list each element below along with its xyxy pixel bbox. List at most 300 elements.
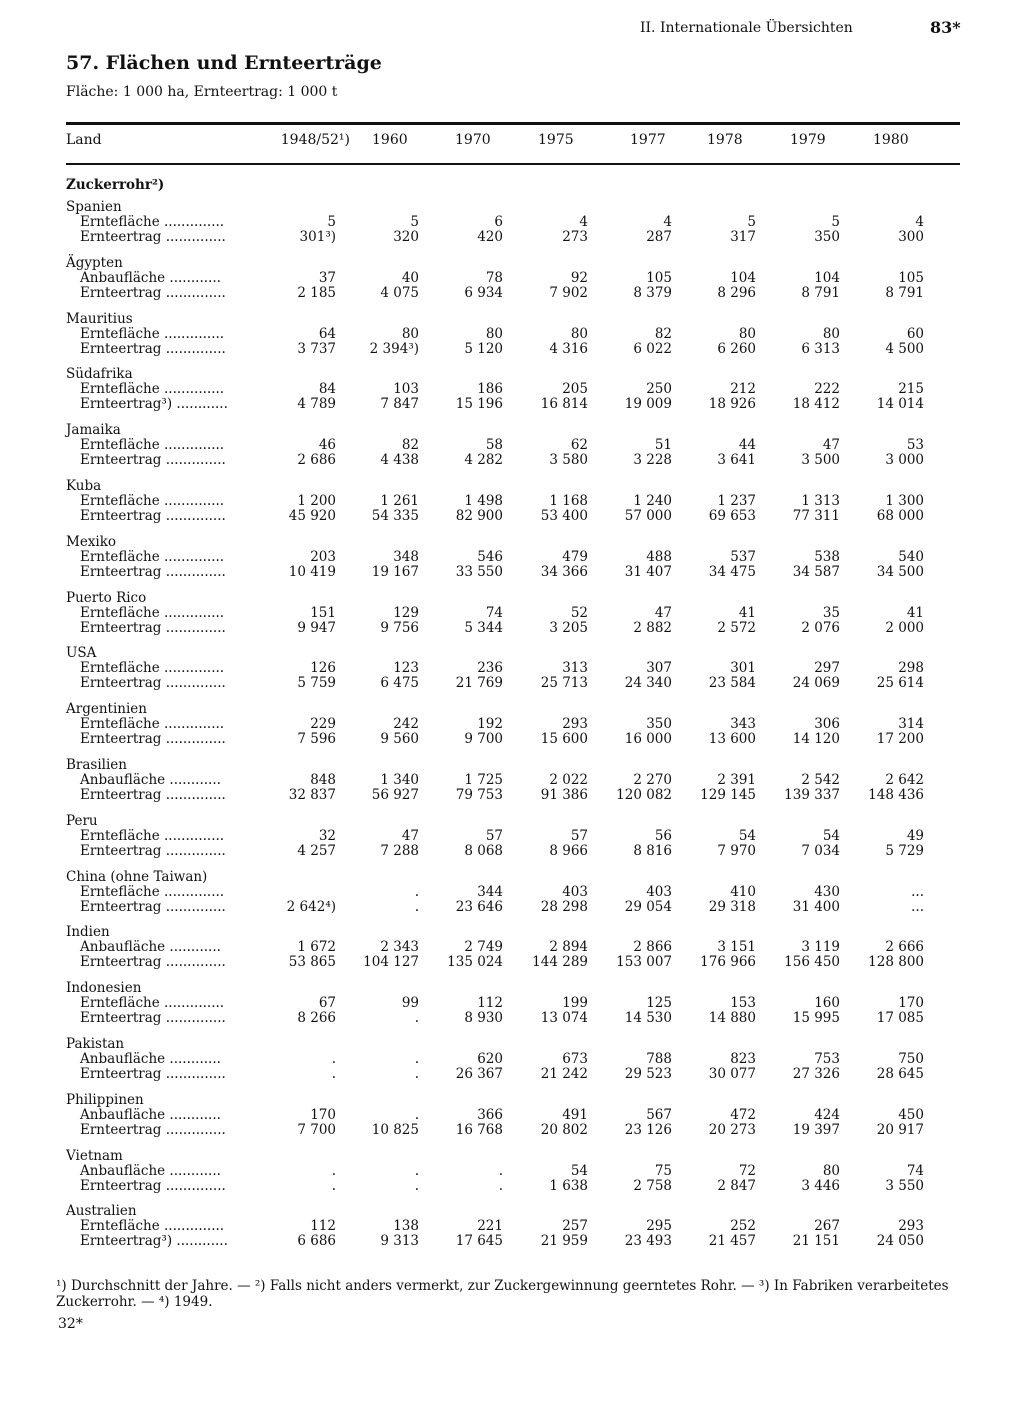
table-cell: 4 257 bbox=[297, 842, 336, 859]
table-cell: 2 343 bbox=[380, 939, 419, 956]
table-cell: 27 326 bbox=[792, 1066, 840, 1082]
table-cell: 546 bbox=[477, 548, 503, 565]
table-cell: 620 bbox=[477, 1051, 503, 1067]
table-cell: . bbox=[331, 1051, 336, 1067]
table-cell: 23 493 bbox=[624, 1233, 672, 1250]
page-subtitle: Fläche: 1 000 ha, Ernteertrag: 1 000 t bbox=[66, 84, 338, 100]
country-name-row bbox=[0, 1037, 1024, 1052]
country-name: Brasilien bbox=[66, 757, 127, 773]
table-cell: . bbox=[331, 1066, 336, 1082]
table-cell: 273 bbox=[562, 229, 588, 245]
table-cell: 37 bbox=[318, 269, 336, 286]
table-cell: 9 947 bbox=[297, 619, 336, 636]
table-cell: 2 185 bbox=[297, 284, 336, 301]
row-label: Erntefläche .............. bbox=[80, 437, 225, 454]
table-cell: 33 550 bbox=[455, 563, 503, 580]
country-name-row bbox=[0, 702, 1024, 717]
table-cell: 57 bbox=[485, 827, 503, 844]
table-cell: 320 bbox=[393, 229, 419, 245]
table-cell: 144 289 bbox=[532, 954, 588, 971]
table-cell: . bbox=[414, 1177, 419, 1194]
table-cell: 15 600 bbox=[540, 731, 588, 748]
table-cell: 56 bbox=[654, 827, 672, 844]
table-row bbox=[0, 732, 1024, 747]
country-name-row bbox=[0, 423, 1024, 438]
table-cell: 54 bbox=[822, 827, 840, 844]
table-cell: 139 337 bbox=[784, 787, 840, 803]
row-label: Ernteertrag .............. bbox=[80, 787, 226, 803]
table-cell: 104 bbox=[814, 269, 840, 286]
table-cell: 49 bbox=[906, 827, 924, 844]
table-row bbox=[0, 717, 1024, 732]
country-name-row bbox=[0, 870, 1024, 885]
table-cell: 199 bbox=[562, 995, 588, 1012]
table-row bbox=[0, 230, 1024, 245]
table-cell: 298 bbox=[898, 660, 924, 677]
table-cell: 82 bbox=[401, 437, 419, 454]
table-cell: 823 bbox=[730, 1051, 756, 1067]
row-label: Ernteertrag .............. bbox=[80, 508, 226, 524]
table-cell: 1 200 bbox=[297, 493, 336, 509]
country-name: Südafrika bbox=[66, 366, 133, 383]
table-cell: 410 bbox=[730, 883, 756, 900]
table-row bbox=[0, 550, 1024, 565]
page-footer: 32* bbox=[58, 1316, 83, 1332]
table-cell: 103 bbox=[393, 381, 419, 398]
country-name-row bbox=[0, 925, 1024, 940]
table-cell: 58 bbox=[485, 437, 503, 454]
table-cell: 753 bbox=[814, 1051, 840, 1067]
table-cell: 82 900 bbox=[455, 508, 503, 524]
row-label: Ernteertrag .............. bbox=[80, 675, 226, 692]
table-cell: 19 397 bbox=[792, 1121, 840, 1138]
table-cell: 16 000 bbox=[624, 731, 672, 748]
table-cell: 293 bbox=[898, 1218, 924, 1235]
row-label: Erntefläche .............. bbox=[80, 381, 225, 398]
table-cell: 54 bbox=[738, 827, 756, 844]
table-cell: 67 bbox=[318, 995, 336, 1012]
table-cell: 104 bbox=[730, 269, 756, 286]
country-name: Argentinien bbox=[66, 701, 147, 718]
table-row bbox=[0, 955, 1024, 970]
row-label: Ernteertrag .............. bbox=[80, 229, 226, 245]
table-cell: 297 bbox=[814, 660, 840, 677]
table-cell: 14 120 bbox=[792, 731, 840, 748]
country-name: Mauritius bbox=[66, 310, 133, 327]
section-heading: Zuckerrohr²) bbox=[66, 177, 165, 193]
table-cell: 307 bbox=[646, 660, 672, 677]
table-top-rule bbox=[66, 122, 960, 125]
row-label: Ernteertrag .............. bbox=[80, 284, 226, 301]
table-cell: 7 847 bbox=[380, 396, 419, 413]
table-row bbox=[0, 676, 1024, 691]
table-cell: 148 436 bbox=[868, 787, 924, 803]
table-cell: 257 bbox=[562, 1218, 588, 1235]
country-name-row bbox=[0, 646, 1024, 661]
table-cell: 80 bbox=[485, 325, 503, 342]
table-cell: 34 587 bbox=[792, 563, 840, 580]
table-cell: 3 641 bbox=[717, 452, 756, 469]
row-label: Erntefläche .............. bbox=[80, 1218, 225, 1235]
table-cell: 287 bbox=[646, 229, 672, 245]
table-cell: 538 bbox=[814, 548, 840, 565]
table-cell: 8 816 bbox=[633, 842, 672, 859]
table-cell: 301³) bbox=[299, 229, 336, 245]
table-cell: 350 bbox=[814, 229, 840, 245]
table-cell: 8 791 bbox=[801, 284, 840, 301]
table-cell: 19 167 bbox=[371, 563, 419, 580]
table-cell: 6 bbox=[494, 214, 503, 230]
table-cell: 14 880 bbox=[708, 1010, 756, 1027]
country-name-row bbox=[0, 981, 1024, 996]
table-row bbox=[0, 606, 1024, 621]
table-cell: 17 085 bbox=[876, 1010, 924, 1027]
table-cell: 32 bbox=[318, 827, 336, 844]
table-cell: 126 bbox=[310, 660, 336, 677]
country-name: Kuba bbox=[66, 478, 102, 494]
table-row bbox=[0, 286, 1024, 301]
table-cell: 3 446 bbox=[801, 1177, 840, 1194]
country-name: Ägypten bbox=[66, 254, 123, 271]
table-cell: 3 580 bbox=[549, 452, 588, 469]
table-cell: 5 759 bbox=[297, 675, 336, 692]
table-cell: 20 273 bbox=[708, 1121, 756, 1138]
country-name: USA bbox=[66, 645, 97, 662]
country-name-row bbox=[0, 200, 1024, 215]
table-cell: . bbox=[331, 1162, 336, 1179]
table-cell: 430 bbox=[814, 883, 840, 900]
table-row bbox=[0, 1011, 1024, 1026]
table-cell: 135 024 bbox=[447, 954, 503, 971]
row-label: Erntefläche .............. bbox=[80, 214, 225, 230]
table-cell: 79 753 bbox=[455, 787, 503, 803]
table-cell: 28 645 bbox=[876, 1066, 924, 1082]
row-label: Ernteertrag³) ............ bbox=[80, 1233, 228, 1250]
table-cell: 2 749 bbox=[464, 939, 503, 956]
table-cell: 343 bbox=[730, 716, 756, 733]
table-cell: 3 737 bbox=[297, 340, 336, 357]
table-cell: 8 791 bbox=[885, 284, 924, 301]
table-row bbox=[0, 397, 1024, 412]
table-cell: 7 902 bbox=[549, 284, 588, 301]
table-cell: 344 bbox=[477, 883, 503, 900]
country-name: Philippinen bbox=[66, 1091, 144, 1108]
table-row bbox=[0, 565, 1024, 580]
row-label: Anbaufläche ............ bbox=[80, 1051, 221, 1067]
table-cell: 8 266 bbox=[297, 1010, 336, 1027]
table-cell: 156 450 bbox=[784, 954, 840, 971]
table-cell: 2 882 bbox=[633, 619, 672, 636]
table-cell: 1 300 bbox=[885, 493, 924, 509]
table-cell: 91 386 bbox=[540, 787, 588, 803]
table-cell: 17 200 bbox=[876, 731, 924, 748]
table-cell: 14 530 bbox=[624, 1010, 672, 1027]
table-cell: . bbox=[414, 1051, 419, 1067]
table-row bbox=[0, 509, 1024, 524]
table-row bbox=[0, 621, 1024, 636]
table-cell: 68 000 bbox=[876, 508, 924, 524]
table-cell: 4 075 bbox=[380, 284, 419, 301]
page-title: 57. Flächen und Ernteerträge bbox=[66, 52, 382, 74]
table-cell: 23 646 bbox=[455, 898, 503, 915]
table-cell: 24 050 bbox=[876, 1233, 924, 1250]
table-cell: 78 bbox=[485, 269, 503, 286]
table-cell: 2 642 bbox=[885, 772, 924, 788]
table-cell: . bbox=[498, 1162, 503, 1179]
table-cell: 403 bbox=[562, 883, 588, 900]
table-cell: 31 400 bbox=[792, 898, 840, 915]
table-cell: 3 205 bbox=[549, 619, 588, 636]
table-cell: 6 475 bbox=[380, 675, 419, 692]
table-cell: 10 419 bbox=[288, 563, 336, 580]
table-row bbox=[0, 438, 1024, 453]
table-cell: 5 bbox=[410, 214, 419, 230]
table-cell: 47 bbox=[654, 604, 672, 621]
country-name: Puerto Rico bbox=[66, 589, 147, 606]
row-label: Anbaufläche ............ bbox=[80, 1162, 221, 1179]
table-cell: 491 bbox=[562, 1106, 588, 1123]
table-cell: 153 bbox=[730, 995, 756, 1012]
table-cell: 23 126 bbox=[624, 1121, 672, 1138]
table-cell: 2 542 bbox=[801, 772, 840, 788]
table-cell: 21 242 bbox=[540, 1066, 588, 1082]
table-cell: 306 bbox=[814, 716, 840, 733]
table-cell: 14 014 bbox=[876, 396, 924, 413]
table-cell: 112 bbox=[310, 1218, 336, 1235]
table-cell: 212 bbox=[730, 381, 756, 398]
table-cell: 16 814 bbox=[540, 396, 588, 413]
table-cell: 5 344 bbox=[464, 619, 503, 636]
table-row bbox=[0, 1052, 1024, 1067]
table-cell: 112 bbox=[477, 995, 503, 1012]
table-cell: 80 bbox=[822, 1162, 840, 1179]
table-cell: 5 bbox=[831, 214, 840, 230]
country-name-row bbox=[0, 535, 1024, 550]
column-header-1980: 1980 bbox=[873, 132, 909, 148]
table-row bbox=[0, 661, 1024, 676]
table-cell: 51 bbox=[654, 437, 672, 454]
table-row bbox=[0, 1067, 1024, 1082]
row-label: Ernteertrag .............. bbox=[80, 452, 226, 469]
table-cell: 34 366 bbox=[540, 563, 588, 580]
table-cell: 57 000 bbox=[624, 508, 672, 524]
table-cell: 15 995 bbox=[792, 1010, 840, 1027]
table-cell: 60 bbox=[906, 325, 924, 342]
table-cell: 16 768 bbox=[455, 1121, 503, 1138]
table-cell: . bbox=[331, 1177, 336, 1194]
table-cell: 29 318 bbox=[708, 898, 756, 915]
table-cell: 7 034 bbox=[801, 842, 840, 859]
table-cell: 479 bbox=[562, 548, 588, 565]
column-header-1948-52: 1948/52¹) bbox=[280, 132, 350, 148]
table-cell: ... bbox=[911, 898, 924, 915]
table-cell: 4 bbox=[915, 214, 924, 230]
table-cell: 295 bbox=[646, 1218, 672, 1235]
country-name: Jamaika bbox=[66, 422, 121, 439]
table-cell: 80 bbox=[822, 325, 840, 342]
table-cell: 1 498 bbox=[464, 493, 503, 509]
table-cell: 75 bbox=[654, 1162, 672, 1179]
table-cell: 82 bbox=[654, 325, 672, 342]
row-label: Ernteertrag .............. bbox=[80, 842, 226, 859]
table-cell: 129 145 bbox=[700, 787, 756, 803]
table-cell: 236 bbox=[477, 660, 503, 677]
table-cell: 313 bbox=[562, 660, 588, 677]
table-cell: 403 bbox=[646, 883, 672, 900]
table-cell: 21 151 bbox=[792, 1233, 840, 1250]
table-cell: . bbox=[414, 898, 419, 915]
row-label: Erntefläche .............. bbox=[80, 827, 225, 844]
table-cell: 673 bbox=[562, 1051, 588, 1067]
table-cell: 5 bbox=[747, 214, 756, 230]
table-cell: 2 572 bbox=[717, 619, 756, 636]
table-cell: 30 077 bbox=[708, 1066, 756, 1082]
table-cell: 2 000 bbox=[885, 619, 924, 636]
table-cell: 221 bbox=[477, 1218, 503, 1235]
table-cell: 420 bbox=[477, 229, 503, 245]
table-cell: ... bbox=[911, 883, 924, 900]
table-cell: 242 bbox=[393, 716, 419, 733]
row-label: Ernteertrag .............. bbox=[80, 1010, 226, 1027]
table-cell: 9 756 bbox=[380, 619, 419, 636]
row-label: Ernteertrag³) ............ bbox=[80, 396, 228, 413]
table-cell: 5 729 bbox=[885, 842, 924, 859]
row-label: Ernteertrag .............. bbox=[80, 954, 226, 971]
table-cell: 54 335 bbox=[371, 508, 419, 524]
table-cell: 40 bbox=[401, 269, 419, 286]
table-cell: 8 379 bbox=[633, 284, 672, 301]
table-cell: 72 bbox=[738, 1162, 756, 1179]
table-cell: 44 bbox=[738, 437, 756, 454]
table-cell: 2 686 bbox=[297, 452, 336, 469]
table-cell: 34 475 bbox=[708, 563, 756, 580]
table-cell: 69 653 bbox=[708, 508, 756, 524]
table-row bbox=[0, 940, 1024, 955]
row-label: Ernteertrag .............. bbox=[80, 563, 226, 580]
table-cell: 4 bbox=[663, 214, 672, 230]
table-cell: 57 bbox=[570, 827, 588, 844]
table-cell: 750 bbox=[898, 1051, 924, 1067]
table-cell: 15 196 bbox=[455, 396, 503, 413]
country-name-row bbox=[0, 1149, 1024, 1164]
row-label: Ernteertrag .............. bbox=[80, 1066, 226, 1082]
table-cell: . bbox=[414, 1010, 419, 1027]
table-cell: 424 bbox=[814, 1106, 840, 1123]
table-row bbox=[0, 1164, 1024, 1179]
table-cell: 4 316 bbox=[549, 340, 588, 357]
table-cell: 160 bbox=[814, 995, 840, 1012]
table-cell: 53 bbox=[906, 437, 924, 454]
table-cell: 3 550 bbox=[885, 1177, 924, 1194]
table-cell: 129 bbox=[393, 604, 419, 621]
country-name: Spanien bbox=[66, 199, 122, 215]
table-cell: 4 789 bbox=[297, 396, 336, 413]
table-cell: 2 866 bbox=[633, 939, 672, 956]
table-cell: 13 074 bbox=[540, 1010, 588, 1027]
table-cell: 1 340 bbox=[380, 772, 419, 788]
table-cell: 567 bbox=[646, 1106, 672, 1123]
table-cell: 23 584 bbox=[708, 675, 756, 692]
table-cell: 2 022 bbox=[549, 772, 588, 788]
row-label: Ernteertrag .............. bbox=[80, 1121, 226, 1138]
table-cell: 53 865 bbox=[288, 954, 336, 971]
country-name-row bbox=[0, 591, 1024, 606]
table-cell: 3 000 bbox=[885, 452, 924, 469]
table-cell: 1 672 bbox=[297, 939, 336, 956]
table-cell: 25 614 bbox=[876, 675, 924, 692]
table-cell: 488 bbox=[646, 548, 672, 565]
table-cell: 19 009 bbox=[624, 396, 672, 413]
table-row bbox=[0, 1179, 1024, 1194]
table-cell: 123 bbox=[393, 660, 419, 677]
table-cell: 28 298 bbox=[540, 898, 588, 915]
table-cell: 8 068 bbox=[464, 842, 503, 859]
table-cell: 229 bbox=[310, 716, 336, 733]
table-cell: 21 457 bbox=[708, 1233, 756, 1250]
table-cell: 18 926 bbox=[708, 396, 756, 413]
row-label: Anbaufläche ............ bbox=[80, 269, 221, 286]
table-cell: 151 bbox=[310, 604, 336, 621]
table-cell: 537 bbox=[730, 548, 756, 565]
table-cell: 138 bbox=[393, 1218, 419, 1235]
row-label: Erntefläche .............. bbox=[80, 716, 225, 733]
table-cell: 1 725 bbox=[464, 772, 503, 788]
table-cell: 3 119 bbox=[801, 939, 840, 956]
column-header-1970: 1970 bbox=[455, 132, 491, 148]
table-cell: 1 313 bbox=[801, 493, 840, 509]
table-cell: 3 500 bbox=[801, 452, 840, 469]
table-cell: 540 bbox=[898, 548, 924, 565]
footnote: ¹) Durchschnitt der Jahre. — ²) Falls nicht anders vermerkt, zur Zuckergewinnung geerntetes Rohr. — ³) In Fabriken verarbeitetes Zuckerrohr. — ⁴) 1949. bbox=[56, 1278, 949, 1310]
table-cell: 24 069 bbox=[792, 675, 840, 692]
row-label: Anbaufläche ............ bbox=[80, 772, 221, 788]
table-row bbox=[0, 382, 1024, 397]
table-row bbox=[0, 1234, 1024, 1249]
running-head: II. Internationale Übersichten bbox=[640, 20, 853, 36]
row-label: Ernteertrag .............. bbox=[80, 1177, 226, 1194]
table-cell: 205 bbox=[562, 381, 588, 398]
table-cell: 47 bbox=[401, 827, 419, 844]
row-label: Erntefläche .............. bbox=[80, 883, 225, 900]
table-cell: 4 282 bbox=[464, 452, 503, 469]
table-cell: 41 bbox=[738, 604, 756, 621]
table-cell: 105 bbox=[646, 269, 672, 286]
table-header-rule bbox=[66, 163, 960, 165]
country-name-row bbox=[0, 479, 1024, 494]
table-row bbox=[0, 327, 1024, 342]
column-header-1979: 1979 bbox=[790, 132, 826, 148]
table-cell: 8 966 bbox=[549, 842, 588, 859]
row-label: Erntefläche .............. bbox=[80, 660, 225, 677]
table-cell: 34 500 bbox=[876, 563, 924, 580]
table-cell: 21 769 bbox=[455, 675, 503, 692]
table-cell: 2 894 bbox=[549, 939, 588, 956]
table-cell: 366 bbox=[477, 1106, 503, 1123]
table-cell: 9 313 bbox=[380, 1233, 419, 1250]
table-cell: 92 bbox=[570, 269, 588, 286]
column-header-1960: 1960 bbox=[372, 132, 408, 148]
table-cell: 3 228 bbox=[633, 452, 672, 469]
table-cell: 8 930 bbox=[464, 1010, 503, 1027]
table-cell: 62 bbox=[570, 437, 588, 454]
country-name: Australien bbox=[66, 1203, 137, 1220]
table-cell: 2 847 bbox=[717, 1177, 756, 1194]
row-label: Erntefläche .............. bbox=[80, 548, 225, 565]
country-name: Indonesien bbox=[66, 980, 142, 997]
row-label: Ernteertrag .............. bbox=[80, 619, 226, 636]
table-row bbox=[0, 271, 1024, 286]
table-cell: 54 bbox=[570, 1162, 588, 1179]
